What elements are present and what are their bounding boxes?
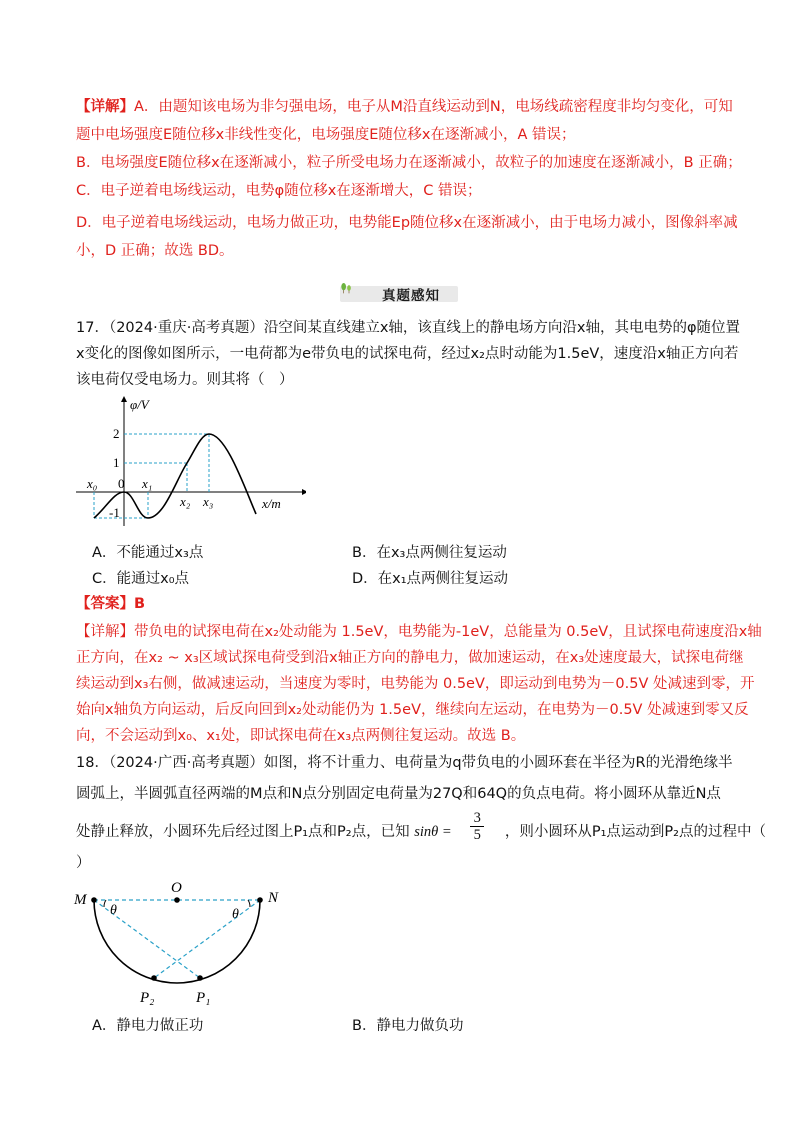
detail-16-line-5: D．电子逆着电场线运动，电场力做正功，电势能Ep随位移x在逐渐减小，由于电场力减小，图像斜率减 [76, 215, 738, 231]
q18-option-b: B．静电力做负功 [352, 1018, 464, 1034]
q17-detail-line-4: 始向x轴负方向运动，后反向回到x₂处动能仍为 1.5eV，继续向左运动，在电势为－0.5V 处减速到零又反 [76, 702, 749, 718]
point-p2 [151, 975, 157, 981]
q17-stem-line-1: 17．（2024·重庆·高考真题）沿空间某直线建立x轴，该直线上的静电场方向沿x轴，其电电势的φ随位置 [76, 320, 741, 336]
label-p2: P₂ [140, 990, 155, 1006]
tree-icon [340, 271, 380, 305]
x-axis-label: x/m [262, 496, 281, 511]
tick-2: 2 [113, 426, 120, 441]
q18-option-a: A．静电力做正功 [92, 1018, 204, 1034]
detail-16-line-2: 题中电场强度E随位移x非线性变化，电场强度E随位移x在逐渐减小，A 错误； [76, 127, 576, 143]
q17-option-d: D．在x₁点两侧往复运动 [352, 571, 509, 587]
label-m: M [74, 892, 87, 908]
detail-16-line-1: 【详解】A．由题知该电场为非匀强电场，电子从M沿直线运动到N，电场线疏密程度非均匀变化，可知 [76, 99, 733, 115]
section-banner-title: 真题感知 [382, 288, 440, 304]
q17-potential-graph [76, 396, 306, 531]
label-x0: x₀ [87, 476, 98, 491]
label-theta-right: θ [232, 907, 239, 922]
detail-tag: 【详解】 [76, 99, 134, 115]
label-n: N [268, 890, 279, 906]
point-m [91, 897, 97, 903]
tick-minus-1: -1 [109, 505, 120, 520]
q18-stem-line-3: 处静止释放，小圆环先后经过图上P₁点和P₂点，已知 sinθ = 3 5 ，则小圆环从P₁点运动到P₂点的过程中（ [76, 810, 766, 843]
q17-answer: 【答案】B [76, 596, 146, 612]
label-o: O [171, 880, 182, 896]
q17-detail-line-3: 续运动到x₃右侧，做减速运动，当速度为零时，电势能为 0.5eV，即运动到电势为－0.5V 处减速到零，开 [76, 676, 755, 692]
label-p1: P₁ [196, 990, 211, 1006]
q18-stem-line-4: ） [76, 855, 91, 871]
q17-stem-line-3: 该电荷仅受电场力。则其将（ ） [76, 372, 294, 388]
point-p1 [197, 975, 203, 981]
label-x3: x₃ [203, 494, 214, 509]
label-theta-left: θ [110, 903, 117, 918]
y-axis-label: φ/V [130, 397, 149, 412]
sin-theta-expression: sinθ = 3 5 [414, 822, 500, 842]
detail-16-line-6: 小，D 正确；故选 BD。 [76, 243, 234, 259]
q17-option-b: B．在x₃点两侧往复运动 [352, 545, 507, 561]
point-n [257, 897, 263, 903]
q17-detail-line-2: 正方向，在x₂ ~ x₃区域试探电荷受到沿x轴正方向的静电力，做加速运动，在x₃处速度最大，试探电荷继 [76, 650, 744, 666]
q17-option-c: C．能通过x₀点 [92, 571, 190, 587]
tick-1: 1 [113, 455, 120, 470]
detail-16-line-3: B．电场强度E随位移x在逐渐减小，粒子所受电场力在逐渐减小，故粒子的加速度在逐渐减小，B 正确； [76, 155, 742, 171]
label-x2: x₂ [180, 494, 191, 509]
tick-0: 0 [118, 476, 125, 491]
label-x1: x₁ [142, 476, 153, 491]
detail-16-line-4: C．电子逆着电场线运动，电势φ随位移x在逐渐增大，C 错误； [76, 183, 482, 199]
q17-option-a: A．不能通过x₃点 [92, 545, 204, 561]
q18-semicircle-figure [72, 876, 292, 1008]
q17-detail-line-5: 向，不会运动到x₀、x₁处，即试探电荷在x₃点两侧往复运动。故选 B。 [76, 728, 526, 744]
q18-stem-line-1: 18．（2024·广西·高考真题）如图，将不计重力、电荷量为q带负电的小圆环套在半径为R的光滑绝缘半 [76, 755, 733, 771]
q17-stem-line-2: x变化的图像如图所示，一电荷都为e带负电的试探电荷，经过x₂点时动能为1.5eV，速度沿x轴正方向若 [76, 346, 739, 362]
point-o [174, 897, 180, 903]
q17-detail-line-1: 【详解】带负电的试探电荷在x₂处动能为 1.5eV，电势能为-1eV，总能量为 0.5eV，且试探电荷速度沿x轴 [76, 624, 762, 640]
q18-stem-line-2: 圆弧上，半圆弧直径两端的M点和N点分别固定电荷量为27Q和64Q的负点电荷。将小圆环从靠近N点 [76, 786, 721, 802]
